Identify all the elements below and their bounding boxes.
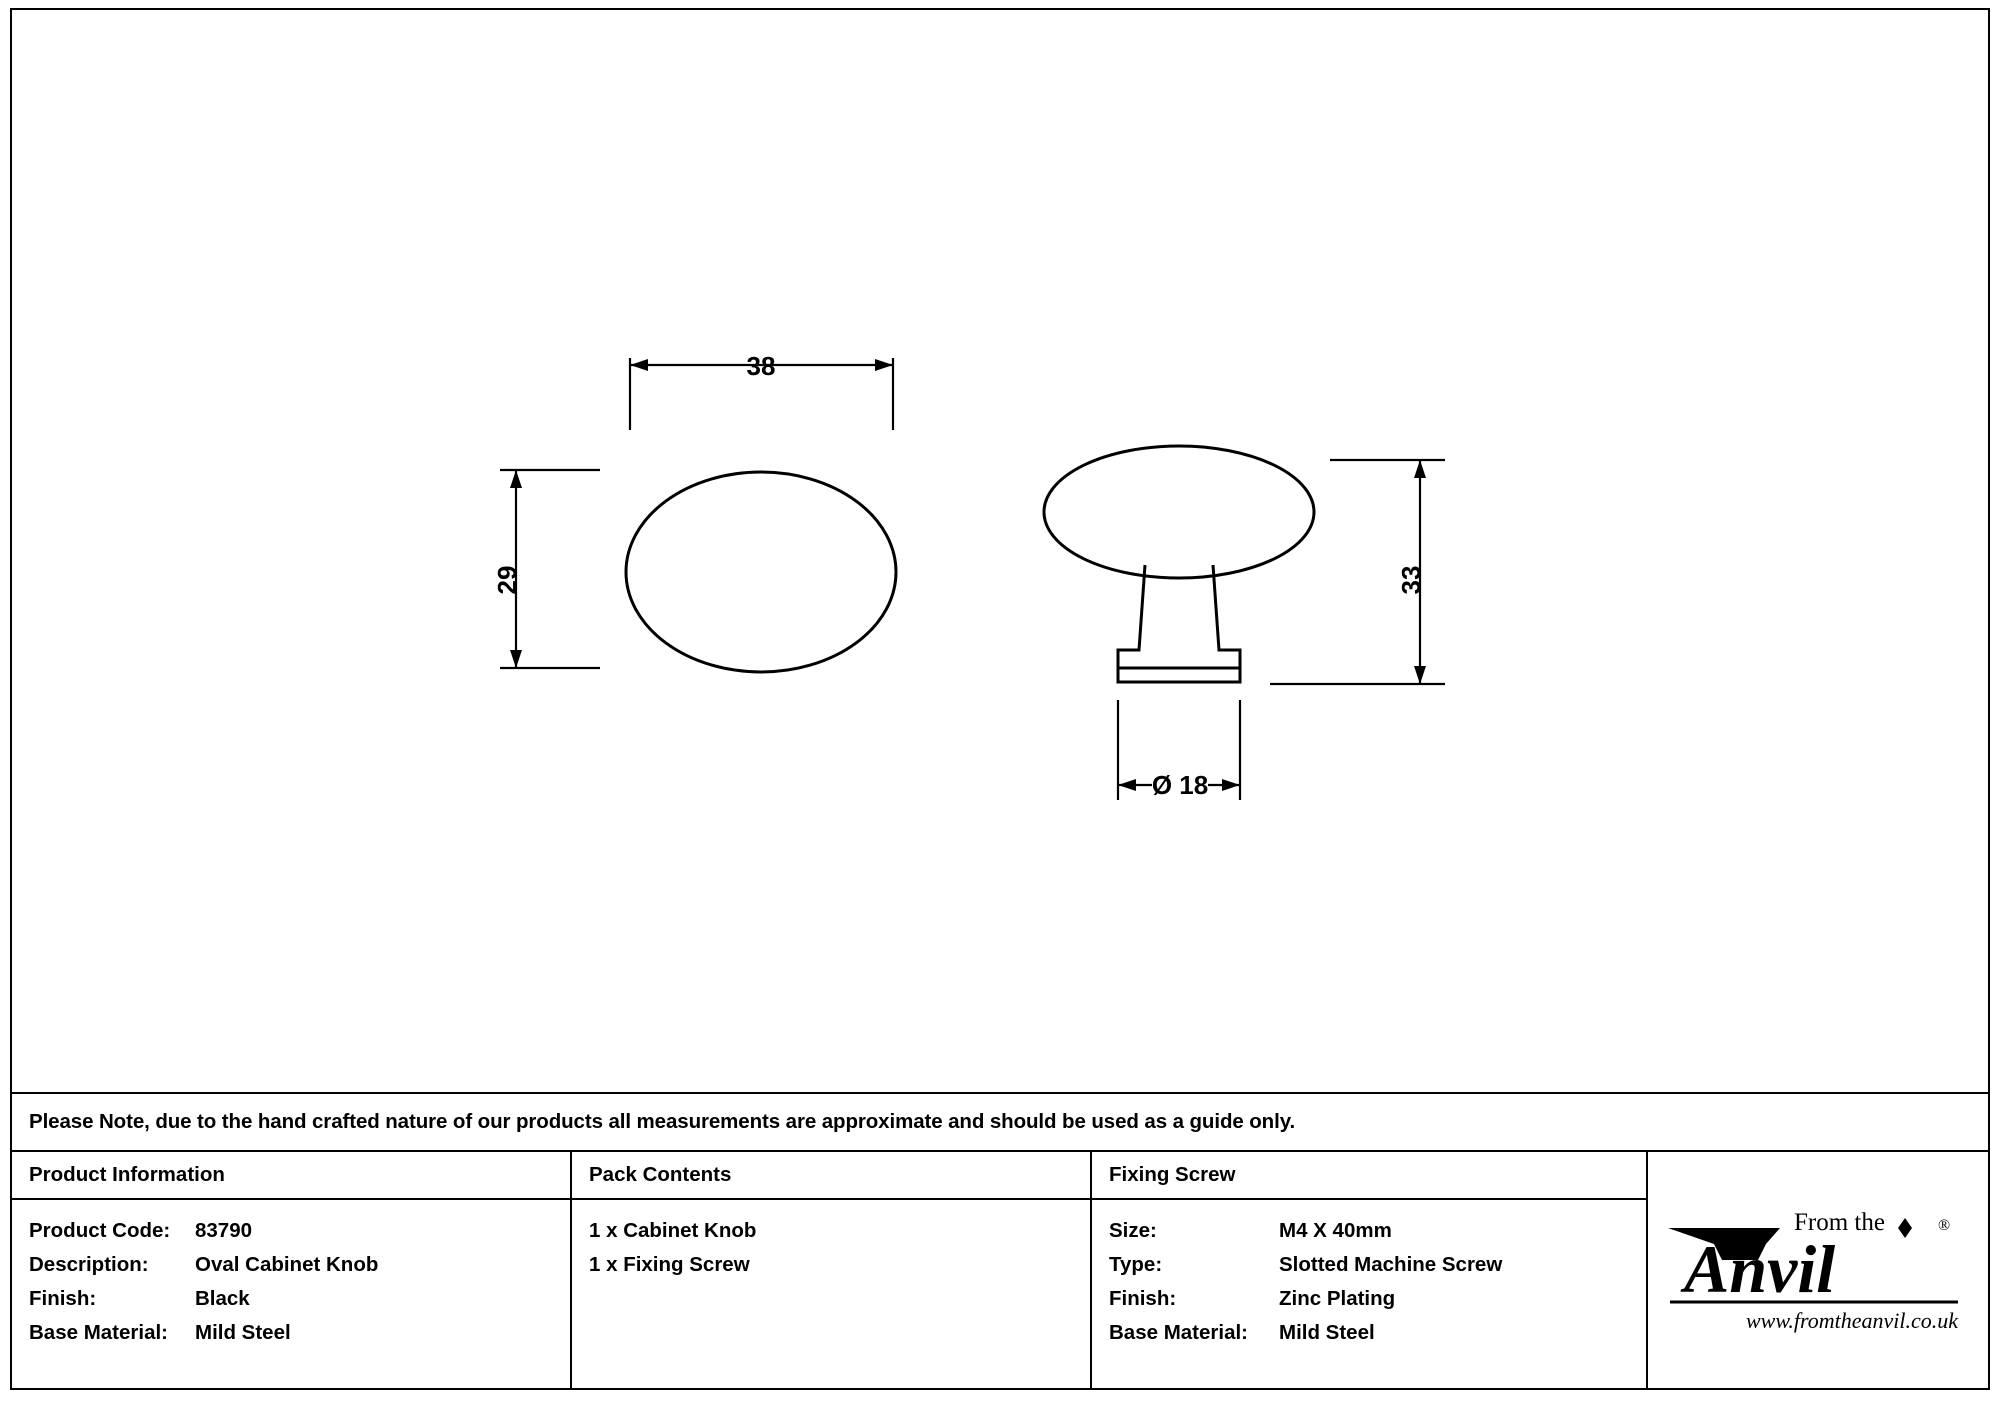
table-row xyxy=(1109,1316,1646,1350)
screw-type-label: Type: xyxy=(1109,1253,1163,1276)
screw-finish-label: Finish: xyxy=(1109,1287,1177,1310)
diamond-icon xyxy=(1898,1218,1912,1238)
description-label: Description: xyxy=(29,1253,149,1276)
product-information-heading: Product Information xyxy=(12,1152,570,1200)
knob-side-stem xyxy=(1118,565,1240,668)
knob-side-base xyxy=(1118,668,1240,682)
logo-line2: Anvil xyxy=(1684,1231,1836,1307)
product-information-body xyxy=(12,1200,570,1350)
logo-website: www.fromtheanvil.co.uk xyxy=(1745,1308,1958,1333)
description-value: Oval Cabinet Knob xyxy=(195,1253,379,1276)
info-table xyxy=(12,1150,1988,1388)
knob-front-oval xyxy=(626,472,896,672)
product-code-label: Product Code: xyxy=(29,1219,171,1242)
screw-base-material-value: Mild Steel xyxy=(1279,1321,1375,1344)
table-row xyxy=(29,1214,570,1248)
logo-line1: From the xyxy=(1794,1209,1885,1236)
dim-label-height: 29 xyxy=(492,565,522,595)
screw-size-value: M4 X 40mm xyxy=(1279,1219,1392,1242)
finish-value: Black xyxy=(195,1287,250,1310)
dim-label-width: 38 xyxy=(746,351,776,381)
dim-label-base-diameter: Ø 18 xyxy=(1151,770,1209,800)
note-bar xyxy=(12,1092,1988,1150)
brand-logo xyxy=(1648,1152,1984,1390)
note-text: Please Note, due to the hand crafted nature of our products all measurements are approximate and should be used as a guide only. xyxy=(29,1110,1296,1133)
finish-label: Finish: xyxy=(29,1287,97,1310)
screw-size-label: Size: xyxy=(1109,1219,1157,1242)
brand-logo-column xyxy=(1648,1152,1984,1388)
pack-contents-heading: Pack Contents xyxy=(572,1152,1090,1200)
dim-label-side-height: 33 xyxy=(1396,565,1426,595)
list-item: 1 x Fixing Screw xyxy=(589,1253,750,1276)
screw-type-value: Slotted Machine Screw xyxy=(1279,1253,1503,1276)
base-material-value: Mild Steel xyxy=(195,1321,291,1344)
knob-side-oval xyxy=(1044,446,1314,578)
table-row xyxy=(29,1282,570,1316)
pack-contents-column xyxy=(572,1152,1092,1388)
base-material-label: Base Material: xyxy=(29,1321,169,1344)
screw-finish-value: Zinc Plating xyxy=(1279,1287,1396,1310)
table-row xyxy=(1109,1214,1646,1248)
screw-base-material-label: Base Material: xyxy=(1109,1321,1249,1344)
fixing-screw-column xyxy=(1092,1152,1648,1388)
product-code-value: 83790 xyxy=(195,1219,253,1242)
table-row xyxy=(1109,1248,1646,1282)
registered-trademark-icon: ® xyxy=(1938,1217,1951,1234)
pack-contents-body xyxy=(572,1200,1090,1282)
table-row xyxy=(1109,1282,1646,1316)
table-row xyxy=(29,1248,570,1282)
fixing-screw-body xyxy=(1092,1200,1646,1350)
anvil-logo-svg xyxy=(1662,1198,1972,1348)
fixing-screw-heading: Fixing Screw xyxy=(1092,1152,1646,1200)
table-row xyxy=(29,1316,570,1350)
list-item: 1 x Cabinet Knob xyxy=(589,1219,757,1242)
product-information-column xyxy=(12,1152,572,1388)
